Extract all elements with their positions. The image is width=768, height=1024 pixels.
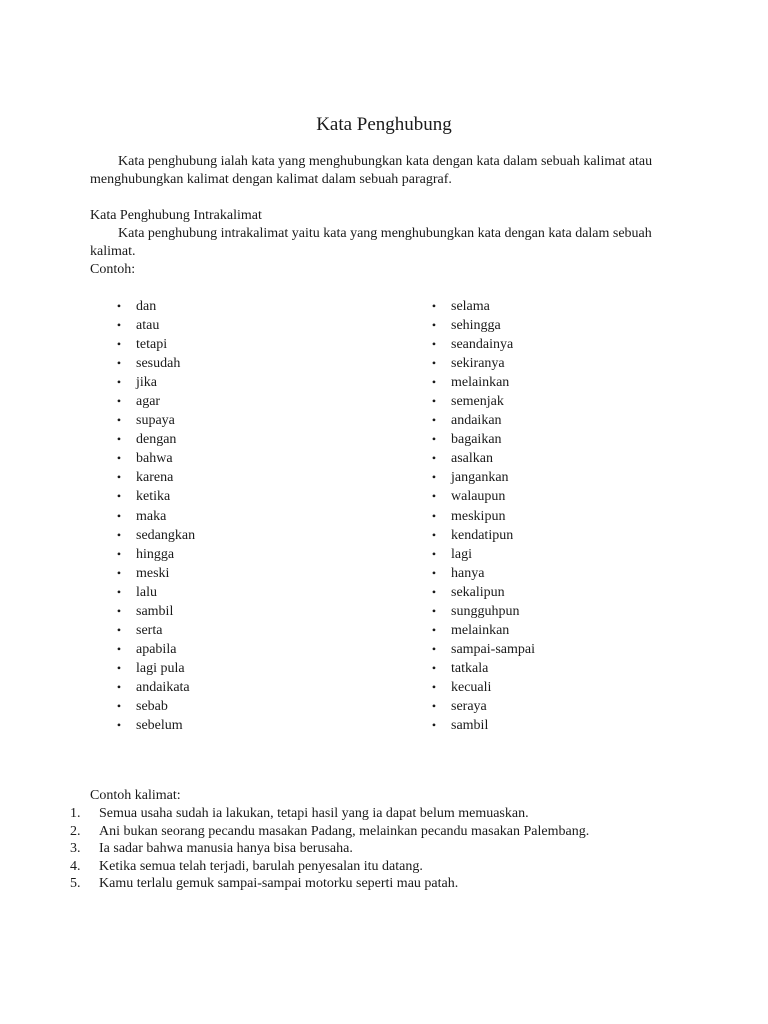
bullet-icon: • [431,660,437,675]
bullet-icon: • [431,622,437,637]
list-item [114,411,195,430]
list-item-text: lagi [451,546,472,562]
list-item-text: lalu [136,584,157,600]
bullet-icon: • [431,394,437,409]
list-item-text: sesudah [136,356,181,372]
list-item [114,449,195,468]
list-item [114,545,195,564]
bullet-icon: • [431,508,437,523]
bullet-icon: • [116,565,122,580]
list-item [429,697,535,716]
list-item-text: melainkan [451,375,510,391]
list-item-text: tetapi [136,337,168,353]
bullet-icon: • [116,718,122,733]
list-item-text: asalkan [451,451,493,467]
list-item-text: sungguhpun [451,603,520,619]
list-item-text: dan [136,299,157,314]
list-item-text: jika [136,375,157,391]
example-sentence [70,858,589,876]
list-item [114,678,195,697]
bullet-icon: • [116,508,122,523]
bullet-icon: • [431,565,437,580]
list-item [429,621,535,640]
list-item [114,621,195,640]
list-item-text: semenjak [451,394,504,410]
conjunction-list-left [114,297,195,735]
list-item-text: selama [451,299,490,314]
list-item-text: hingga [136,546,175,562]
list-item-text: bagaikan [451,432,502,448]
list-item-text: dengan [136,432,177,448]
bullet-icon: • [431,432,437,447]
list-item [114,354,195,373]
list-item [429,659,535,678]
sentence-text: Ia sadar bahwa manusia hanya bisa berusaha. [99,841,353,857]
list-item-text: sambil [451,718,489,734]
sentence-number: 4. [70,858,81,874]
list-item-text: sehingga [451,318,501,334]
list-item [429,430,535,449]
bullet-icon: • [116,641,122,656]
list-item [429,678,535,697]
bullet-icon: • [116,451,122,466]
list-item [429,507,535,526]
list-item-text: hanya [451,565,485,581]
list-item-text: serta [136,622,163,638]
list-item [429,449,535,468]
list-item [114,564,195,583]
example-sentence [70,823,589,841]
list-item-text: kendatipun [451,527,514,543]
list-item [429,487,535,506]
list-item-text: karena [136,470,174,486]
list-item [114,392,195,411]
example-sentence [70,840,589,858]
bullet-icon: • [431,698,437,713]
list-item [114,316,195,335]
list-item [429,297,535,316]
example-sentence [70,805,589,823]
list-item [114,507,195,526]
list-item [114,487,195,506]
list-item [114,430,195,449]
list-item [429,354,535,373]
list-item-text: kecuali [451,679,492,695]
list-item [429,564,535,583]
list-item-text: apabila [136,641,177,657]
list-item-text: ketika [136,489,171,505]
bullet-icon: • [431,584,437,599]
sentence-number: 2. [70,823,81,839]
example-sentence-list [70,805,589,893]
bullet-icon: • [431,413,437,428]
bullet-icon: • [431,337,437,352]
list-item-text: seraya [451,698,487,714]
bullet-icon: • [116,679,122,694]
list-item [114,297,195,316]
list-item-text: andaikata [136,679,190,695]
bullet-icon: • [116,489,122,504]
list-item [114,697,195,716]
bullet-icon: • [116,432,122,447]
list-item [114,335,195,354]
list-item [114,583,195,602]
list-item [429,583,535,602]
bullet-icon: • [116,546,122,561]
list-item-text: seandainya [451,337,514,353]
list-item [114,373,195,392]
list-item [429,716,535,735]
list-item-text: lagi pula [136,660,185,676]
bullet-icon: • [116,318,122,333]
bullet-icon: • [116,375,122,390]
list-item-text: meski [136,565,170,581]
page-title: Kata Penghubung [316,114,452,135]
list-item-text: jangankan [451,470,509,486]
bullet-icon: • [116,337,122,352]
bullet-icon: • [431,527,437,542]
bullet-icon: • [116,527,122,542]
list-item-text: melainkan [451,622,510,638]
list-item [429,602,535,621]
sentence-text: Ani bukan seorang pecandu masakan Padang, melainkan pecandu masakan Palembang. [99,823,590,839]
bullet-icon: • [431,489,437,504]
example-sentence [70,875,589,893]
sentence-number: 5. [70,876,81,892]
bullet-icon: • [431,641,437,656]
list-item-text: maka [136,508,167,524]
sentence-number: 1. [70,806,81,821]
intro-paragraph: Kata penghubung ialah kata yang menghubungkan kata dengan kata dalam sebuah kalimat atau menghubungkan kalimat dengan kalimat dalam sebuah paragraf. [90,154,653,187]
bullet-icon: • [116,584,122,599]
list-item [114,640,195,659]
list-item-text: sampai-sampai [451,641,535,657]
bullet-icon: • [431,356,437,371]
bullet-icon: • [116,394,122,409]
bullet-icon: • [431,318,437,333]
bullet-icon: • [431,470,437,485]
bullet-icon: • [431,546,437,561]
bullet-icon: • [431,375,437,390]
bullet-icon: • [116,413,122,428]
list-item [429,468,535,487]
list-item [429,411,535,430]
list-item-text: atau [136,318,160,334]
sentences-label: Contoh kalimat: [90,788,181,803]
bullet-icon: • [116,356,122,371]
list-item-text: bahwa [136,451,173,467]
list-item-text: tatkala [451,660,489,676]
bullet-icon: • [116,603,122,618]
bullet-icon: • [116,470,122,485]
examples-label: Contoh: [90,262,136,277]
list-item [429,316,535,335]
list-item-text: sekiranya [451,356,505,372]
list-item-text: sambil [136,603,174,619]
conjunction-list-right [429,297,535,735]
list-item-text: sekalipun [451,584,505,600]
bullet-icon: • [431,299,437,313]
sentence-text: Ketika semua telah terjadi, barulah penyesalan itu datang. [99,858,423,874]
bullet-icon: • [116,299,122,313]
list-item-text: agar [136,394,161,410]
list-item [429,373,535,392]
list-item-text: sedangkan [136,527,196,543]
section-definition: Kata penghubung intrakalimat yaitu kata yang menghubungkan kata dengan kata dalam sebuah kalimat. [90,226,652,259]
bullet-icon: • [431,718,437,733]
sentence-text: Kamu terlalu gemuk sampai-sampai motorku seperti mau patah. [99,876,459,892]
list-item [114,602,195,621]
list-item-text: supaya [136,413,175,429]
list-item-text: andaikan [451,413,502,429]
list-item-text: walaupun [451,489,506,505]
bullet-icon: • [431,451,437,466]
list-item [429,640,535,659]
list-item [114,468,195,487]
section-heading: Kata Penghubung Intrakalimat [90,208,262,223]
list-item [429,526,535,545]
list-item-text: meskipun [451,508,506,524]
bullet-icon: • [431,603,437,618]
bullet-icon: • [116,698,122,713]
list-item [114,659,195,678]
list-item-text: sebelum [136,718,183,734]
list-item [114,526,195,545]
bullet-icon: • [116,622,122,637]
list-item-text: sebab [136,698,168,714]
bullet-icon: • [431,679,437,694]
bullet-icon: • [116,660,122,675]
sentence-text: Semua usaha sudah ia lakukan, tetapi hasil yang ia dapat belum memuaskan. [99,806,529,821]
list-item [114,716,195,735]
list-item [429,392,535,411]
list-item [429,335,535,354]
list-item [429,545,535,564]
sentence-number: 3. [70,841,81,857]
